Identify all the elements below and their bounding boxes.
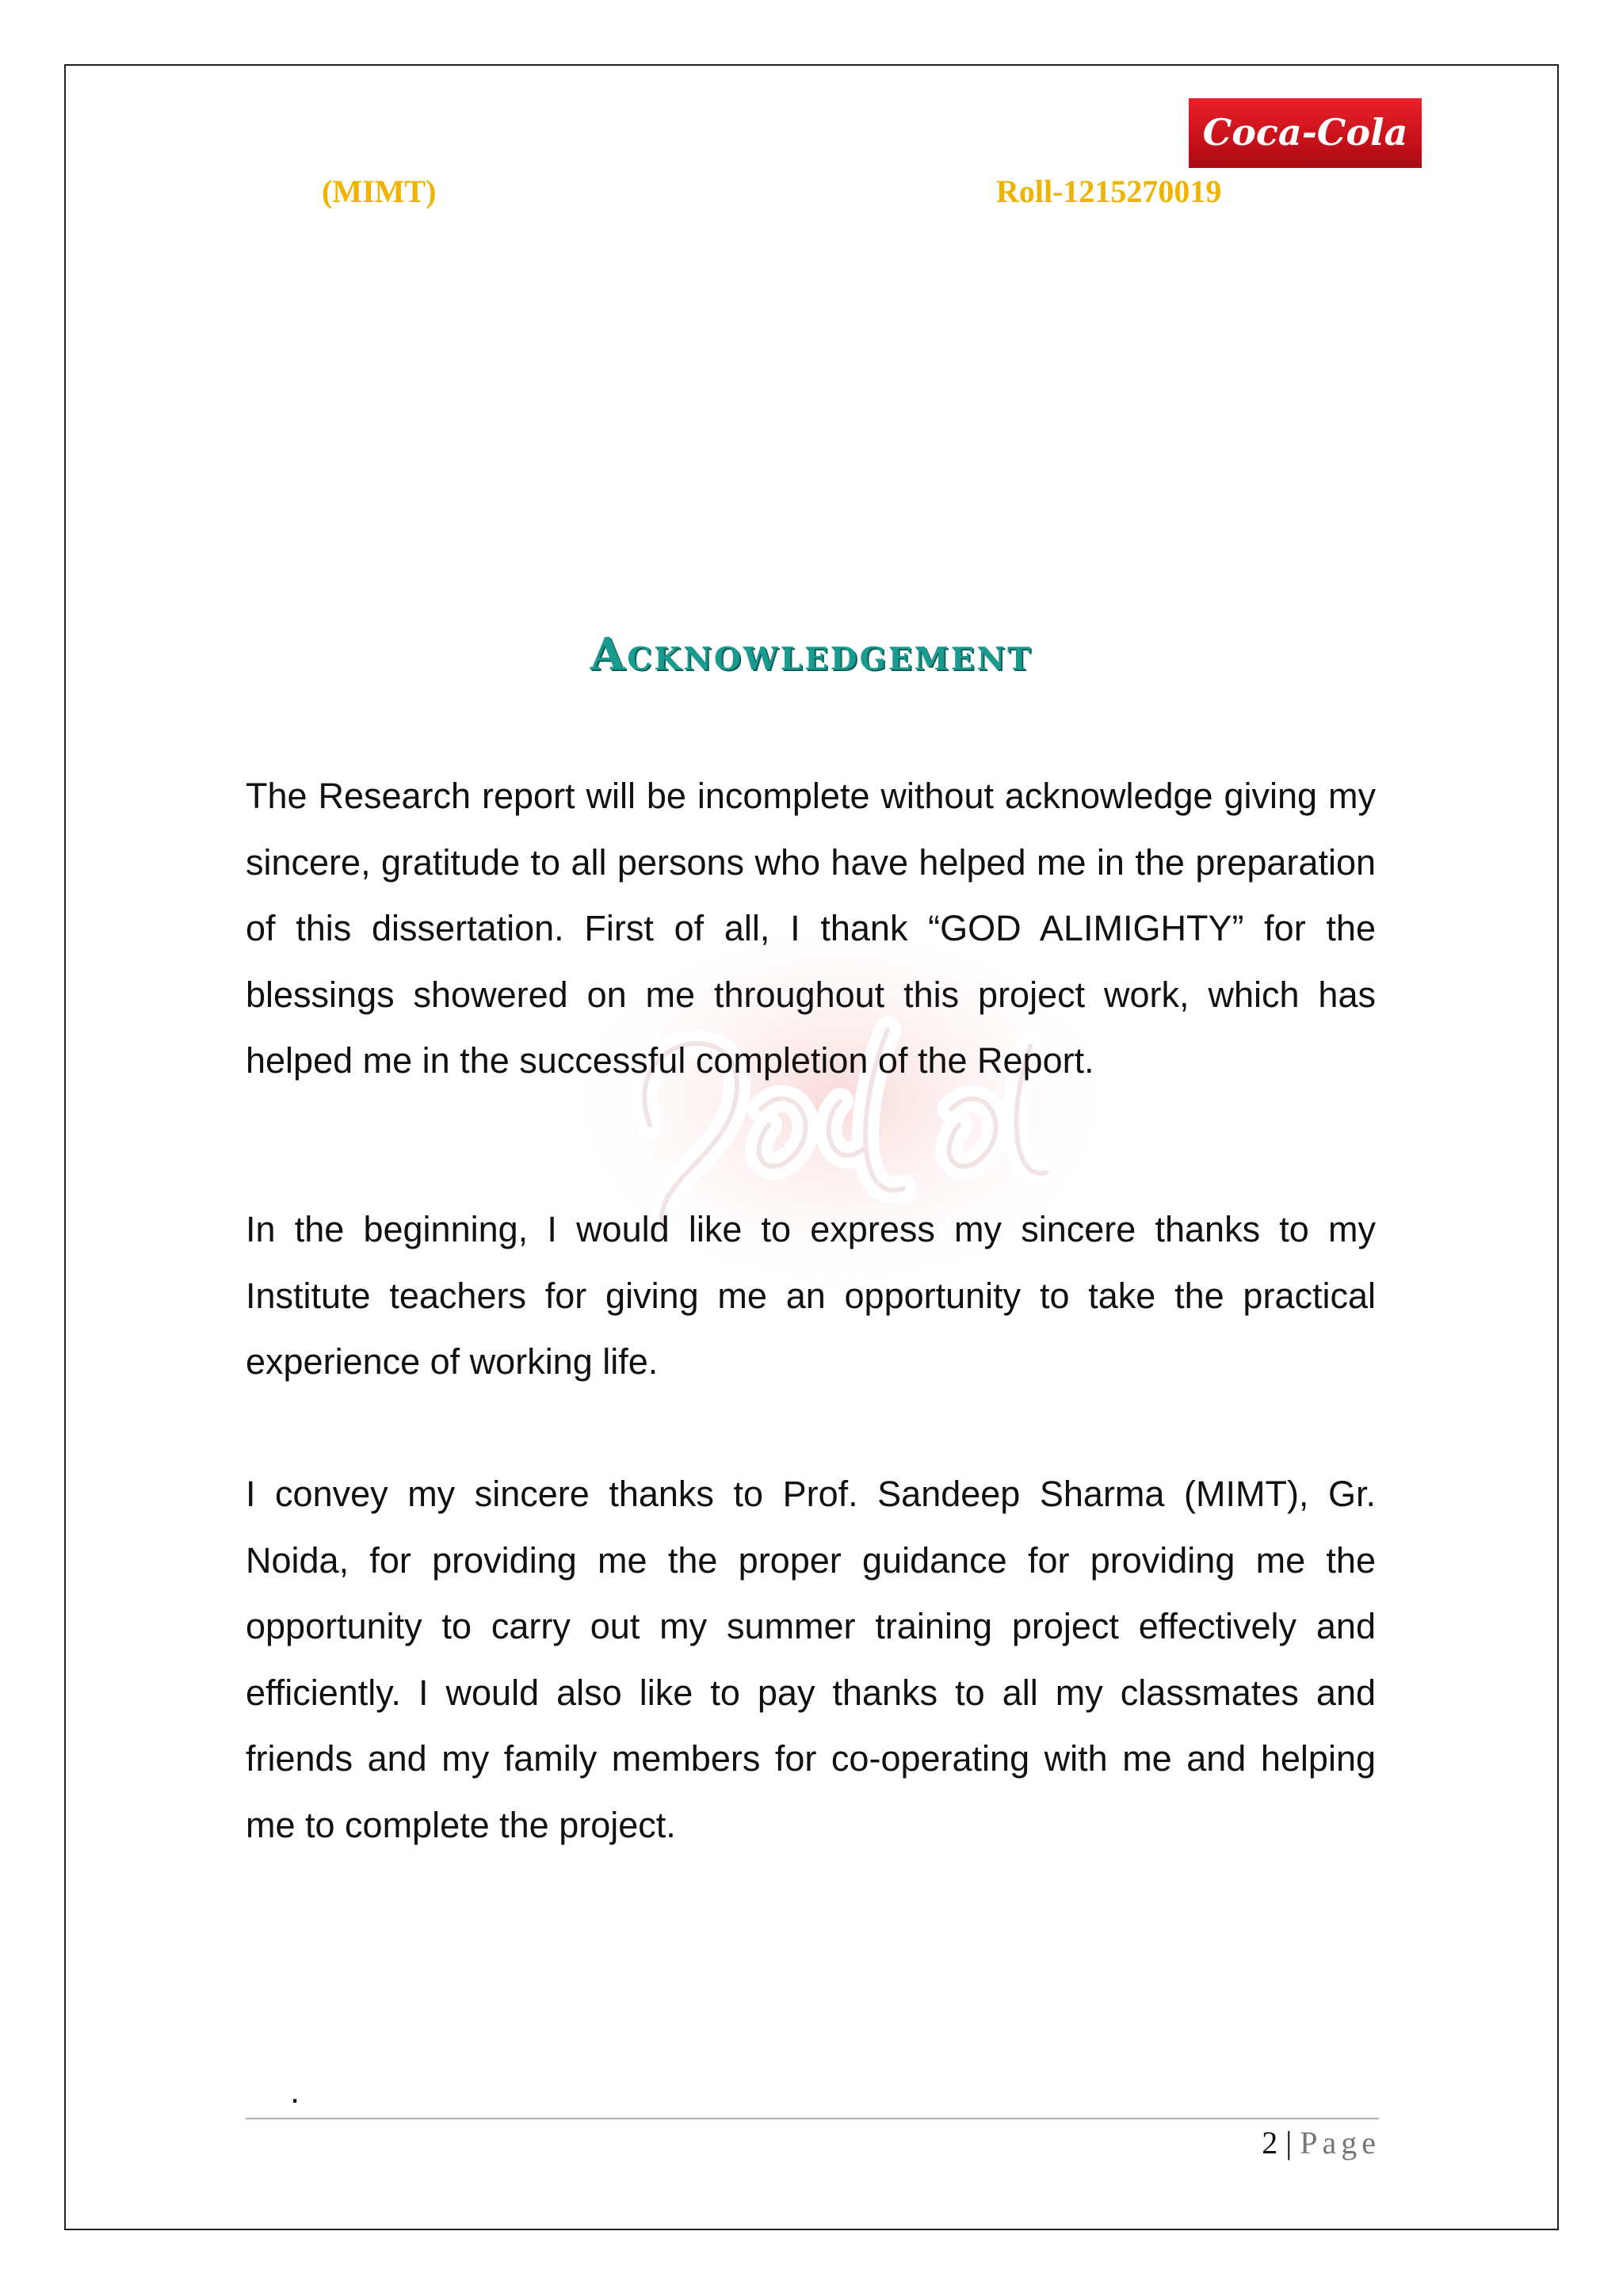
paragraph-1: The Research report will be incomplete without acknowledge giving my sincere, gratitude to all persons who have helped me in the preparation of this dissertation. First of all, I thank “GOD ALIMIGHTY” for the blessings showered on me throughout this project work, which has helped me in the successful completion of the Report. bbox=[246, 776, 1376, 1081]
logo-text: Coca-Cola bbox=[1202, 111, 1408, 154]
page-word: Page bbox=[1300, 2125, 1381, 2161]
footer-dot: . bbox=[290, 2072, 300, 2111]
footer-separator: | bbox=[1277, 2125, 1300, 2161]
header-institute: (MIMT) bbox=[322, 174, 437, 209]
page-title: Acknowledgement bbox=[590, 628, 1033, 681]
coca-cola-logo bbox=[1189, 98, 1422, 168]
page-footer bbox=[1262, 2124, 1381, 2161]
paragraph-3: I convey my sincere thanks to Prof. Sandeep Sharma (MIMT), Gr. Noida, for providing me the proper guidance for providing me the opportunity to carry out my summer training project effectively and efficiently. I would also like to pay thanks to all my classmates and friends and my family members for co-operating with me and helping me to complete the project. bbox=[246, 1474, 1376, 1845]
paragraph-2: In the beginning, I would like to express my sincere thanks to my Institute teachers for giving me an opportunity to take the practical experience of working life. bbox=[246, 1209, 1376, 1382]
footer-divider bbox=[246, 2118, 1379, 2119]
header-roll-number: Roll-1215270019 bbox=[996, 174, 1222, 209]
page-number: 2 bbox=[1262, 2125, 1278, 2161]
